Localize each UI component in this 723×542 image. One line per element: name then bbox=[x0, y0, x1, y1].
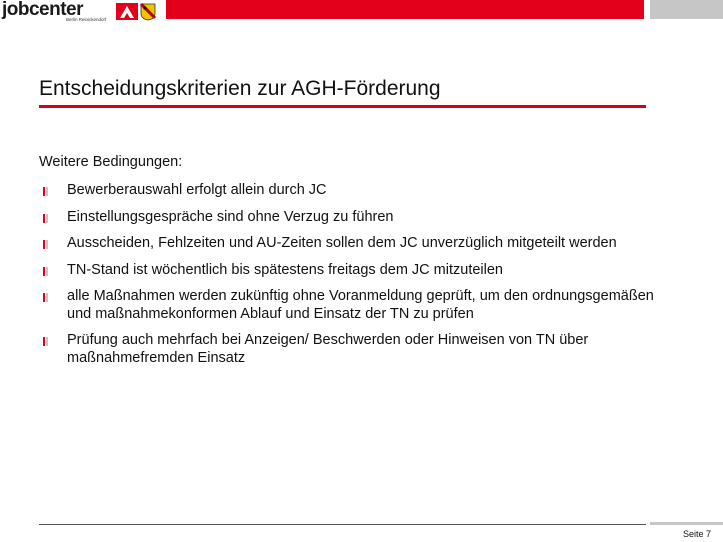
bullet-item bbox=[39, 182, 659, 200]
footer-gray-bar bbox=[650, 522, 723, 525]
page-number: Seite 7 bbox=[682, 529, 711, 539]
header-gray-bar bbox=[650, 0, 723, 19]
bullet-text: Prüfung auch mehrfach bei Anzeigen/ Beschwerden oder Hinweisen von TN über maßnahmefremden Einsatz bbox=[67, 332, 589, 366]
bullet-item bbox=[39, 262, 659, 280]
bullet-text: Bewerberauswahl erfolgt allein durch JC bbox=[67, 182, 327, 198]
bullet-icon bbox=[43, 214, 48, 223]
bullet-icon bbox=[43, 240, 48, 249]
bullet-icon bbox=[43, 187, 48, 196]
bullet-item bbox=[39, 288, 659, 323]
bullet-text: alle Maßnahmen werden zukünftig ohne Voranmeldung geprüft, um den ordnungsgemäßen und maßnahmekonformen Ablauf und Einsatz der TN zu prüfen bbox=[67, 288, 654, 322]
district-crest-icon bbox=[140, 3, 156, 21]
bullet-icon bbox=[43, 293, 48, 302]
section-subheading: Weitere Bedingungen: bbox=[39, 154, 183, 170]
bullet-text: TN-Stand ist wöchentlich bis spätestens freitags dem JC mitzuteilen bbox=[67, 261, 503, 278]
title-underline bbox=[39, 105, 646, 108]
bullet-icon bbox=[43, 267, 48, 276]
jobcenter-mark-icon bbox=[116, 3, 138, 20]
bullet-text: Einstellungsgespräche sind ohne Verzug zu führen bbox=[67, 208, 394, 225]
header-red-bar bbox=[166, 0, 644, 19]
slide-title: Entscheidungskriterien zur AGH-Förderung bbox=[39, 77, 441, 100]
bullet-list bbox=[39, 182, 659, 376]
footer-rule bbox=[39, 524, 646, 525]
bullet-icon bbox=[43, 337, 48, 346]
bullet-item bbox=[39, 332, 659, 367]
logo-wordmark: jobcenter bbox=[2, 0, 84, 20]
bullet-text: Ausscheiden, Fehlzeiten und AU-Zeiten sollen dem JC unverzüglich mitgeteilt werden bbox=[67, 235, 617, 251]
jobcenter-logo bbox=[0, 0, 160, 26]
logo-subtext: Berlin Reinickendorf bbox=[66, 17, 107, 22]
bullet-item bbox=[39, 209, 659, 227]
bullet-item bbox=[39, 235, 659, 253]
